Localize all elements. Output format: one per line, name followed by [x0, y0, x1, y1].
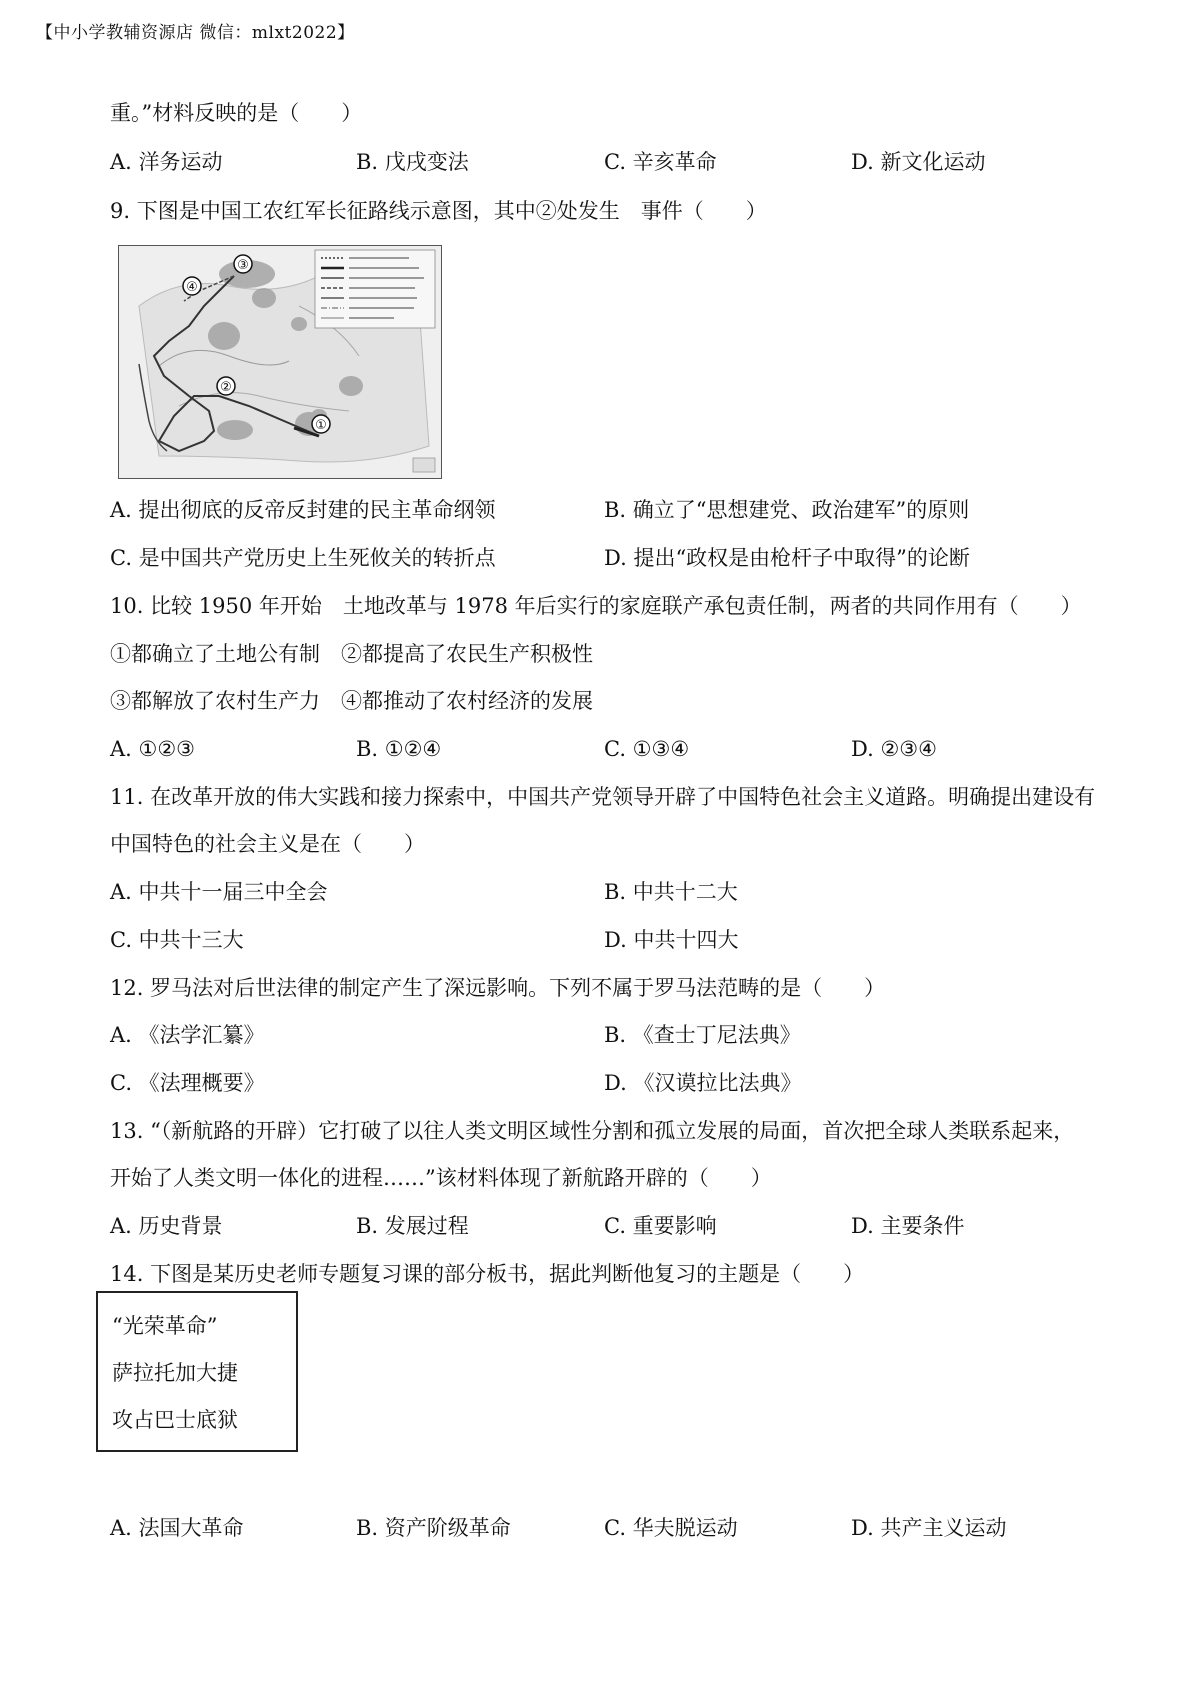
q8-option-d: D. 新文化运动: [851, 150, 986, 174]
q12-option-d: D. 《汉谟拉比法典》: [604, 1071, 802, 1095]
q13-option-a: A. 历史背景: [110, 1214, 223, 1238]
q11-option-a: A. 中共十一届三中全会: [110, 880, 328, 904]
q13-option-b: B. 发展过程: [356, 1214, 469, 1238]
board-line-1: “光荣革命”: [112, 1314, 218, 1338]
page-header: 【中小学教辅资源店 微信：mlxt2022】: [36, 23, 355, 43]
q11-stem-1: 11. 在改革开放的伟大实践和接力探索中，中国共产党领导开辟了中国特色社会主义道路。明确提出建设有: [110, 785, 1096, 809]
marker-1-label: ①: [315, 418, 327, 433]
q12-option-c: C. 《法理概要》: [110, 1071, 265, 1095]
marker-3-label: ③: [237, 258, 249, 273]
q13-option-c: C. 重要影响: [604, 1214, 717, 1238]
q12-stem: 12. 罗马法对后世法律的制定产生了深远影响。下列不属于罗马法范畴的是（ ）: [110, 976, 886, 1000]
q8-option-a: A. 洋务运动: [110, 150, 223, 174]
q8-stem-tail: 重。”材料反映的是（ ）: [110, 101, 363, 125]
q14-stem: 14. 下图是某历史老师专题复习课的部分板书，据此判断他复习的主题是（ ）: [110, 1262, 865, 1286]
q9-option-b: B. 确立了“思想建党、政治建军”的原则: [604, 498, 970, 522]
q12-option-b: B. 《查士丁尼法典》: [604, 1023, 801, 1047]
q14-option-d: D. 共产主义运动: [851, 1516, 1007, 1540]
marker-4-label: ④: [186, 280, 198, 295]
q10-option-d: D. ②③④: [851, 737, 937, 761]
q14-option-c: C. 华夫脱运动: [604, 1516, 738, 1540]
long-march-map: [118, 245, 442, 479]
q8-option-b: B. 戊戌变法: [356, 150, 469, 174]
map-legend: [315, 250, 435, 328]
q11-stem-2: 中国特色的社会主义是在（ ）: [110, 832, 425, 856]
q9-option-a: A. 提出彻底的反帝反封建的民主革命纲领: [110, 498, 496, 522]
board-line-3: 攻占巴士底狱: [112, 1408, 238, 1432]
q10-items-2: ③都解放了农村生产力 ④都推动了农村经济的发展: [110, 689, 593, 713]
q10-option-c: C. ①③④: [604, 737, 690, 761]
q14-option-b: B. 资产阶级革命: [356, 1516, 511, 1540]
q9-option-c: C. 是中国共产党历史上生死攸关的转折点: [110, 546, 496, 570]
q11-option-c: C. 中共十三大: [110, 928, 244, 952]
map-figure: [119, 246, 441, 478]
q13-stem-1: 13. “（新航路的开辟）它打破了以往人类文明区域性分割和孤立发展的局面，首次把全球人类联系起来，: [110, 1119, 1075, 1143]
board-line-2: 萨拉托加大捷: [112, 1361, 238, 1385]
q13-stem-2: 开始了人类文明一体化的进程……”该材料体现了新航路开辟的（ ）: [110, 1166, 772, 1190]
q10-option-a: A. ①②③: [110, 737, 195, 761]
q10-stem: 10. 比较 1950 年开始 土地改革与 1978 年后实行的家庭联产承包责任制，两者的共同作用有（ ）: [110, 594, 1082, 618]
q10-option-b: B. ①②④: [356, 737, 442, 761]
q10-items-1: ①都确立了土地公有制 ②都提高了农民生产积极性: [110, 642, 593, 666]
q8-option-c: C. 辛亥革命: [604, 150, 717, 174]
q11-option-d: D. 中共十四大: [604, 928, 739, 952]
marker-2-label: ②: [220, 380, 232, 395]
q13-option-d: D. 主要条件: [851, 1214, 965, 1238]
q14-option-a: A. 法国大革命: [110, 1516, 244, 1540]
q11-option-b: B. 中共十二大: [604, 880, 738, 904]
blackboard-box: [96, 1291, 298, 1452]
q9-stem: 9. 下图是中国工农红军长征路线示意图，其中②处发生 事件（ ）: [110, 199, 767, 223]
q9-option-d: D. 提出“政权是由枪杆子中取得”的论断: [604, 546, 970, 570]
q12-option-a: A. 《法学汇纂》: [110, 1023, 265, 1047]
